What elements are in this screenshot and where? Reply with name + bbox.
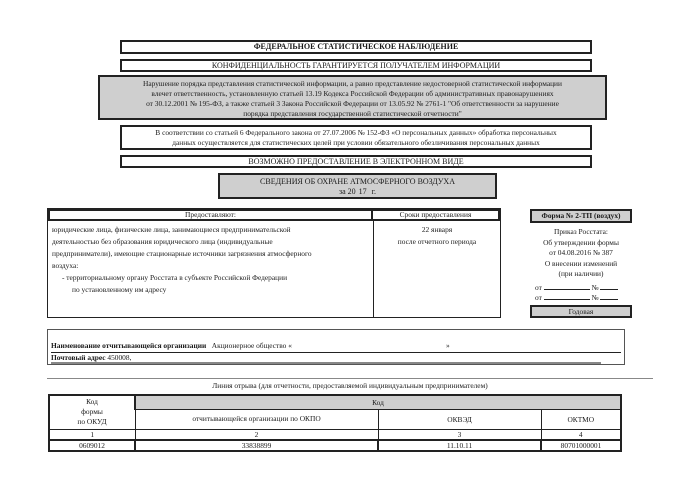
recipient-line: по установленному им адресу — [72, 285, 167, 294]
amendment-date-1[interactable] — [544, 289, 590, 290]
col-number: 2 — [135, 429, 378, 440]
tear-line-caption: Линия отрыва (для отчетности, предоставляемой индивидуальным предпринимателем) — [212, 381, 488, 390]
tear-line — [47, 378, 653, 379]
personal-data-notice — [120, 125, 592, 150]
postal-address-label: Почтовый адрес — [51, 353, 106, 362]
order-info: Приказ Росстата: Об утверждении формы от 04.08.2016 № 387 О внесении изменений (при наличии) — [543, 227, 619, 278]
col-number: 4 — [541, 429, 621, 440]
submitters-header: Предоставляют: — [48, 209, 373, 221]
amendment-number-1[interactable] — [600, 289, 618, 290]
survey-title: ФЕДЕРАЛЬНОЕ СТАТИСТИЧЕСКОЕ НАБЛЮДЕНИЕ — [120, 40, 592, 54]
okud-header: Код формы по ОКУД — [49, 395, 135, 429]
submitters-table — [47, 208, 501, 318]
personal-data-line: В соответствии со статьей 6 Федерального закона от 27.07.2006 № 152-ФЗ «О персональных данных» обработка персональных — [155, 128, 557, 137]
confidentiality-notice: КОНФИДЕНЦИАЛЬНОСТЬ ГАРАНТИРУЕТСЯ ПОЛУЧАТЕЛЕМ ИНФОРМАЦИИ — [120, 59, 592, 72]
col-number: 3 — [378, 429, 541, 440]
report-year: за 20 17 г. — [338, 187, 377, 196]
okud-value[interactable]: 0609012 — [49, 440, 135, 451]
report-title-box — [218, 173, 497, 199]
organization-block — [47, 329, 625, 365]
legal-warning-box — [98, 75, 607, 120]
amendment-number-2[interactable] — [600, 299, 618, 300]
recipient-line: - территориальному органу Росстата в субъекте Российской Федерации — [62, 273, 288, 282]
oktmo-header: ОКТМО — [541, 409, 621, 429]
warning-line: влечет ответственность, установленную статьей 13.19 Кодекса Российской Федерации об административных правонарушениях — [151, 89, 554, 98]
deadline-header: Сроки предоставления — [373, 209, 500, 221]
warning-line: Нарушение порядка представления статистической информации, а равно представление недостоверной статистической информации — [143, 79, 562, 88]
deadline-text: 22 января после отчетного периода — [397, 225, 477, 246]
postal-address-row — [51, 353, 601, 364]
year-field[interactable]: 17 — [356, 187, 370, 198]
code-group-header: Код — [135, 395, 621, 409]
organization-name-row — [51, 341, 621, 353]
personal-data-line: данных осуществляется для статистических целей при условии обязательного обезличивания персональных данных — [172, 138, 540, 147]
warning-line: от 30.12.2001 № 195-ФЗ, а также статьей 3 Закона Российской Федерации от 13.05.92 № 2761-1 "Об ответственности за нарушение — [146, 99, 559, 108]
codes-table — [48, 394, 622, 452]
amendment-fields: от № от № — [535, 283, 635, 303]
org-name-close: » — [446, 341, 450, 350]
okved-value[interactable]: 11.10.11 — [378, 440, 541, 451]
oktmo-value[interactable]: 80701000001 — [541, 440, 621, 451]
okpo-header: отчитывающейся организации по ОКПО — [135, 409, 378, 429]
submitters-description: юридические лица, физические лица, занимающиеся предпринимательской деятельностью без образования юридического лица (индивидуальные предприниматели), имеющие стационарные источники загрязнения атмосферного воздуха: - территориальному органу Росстата в субъекте Российской Федерации по установленному им адресу — [52, 224, 370, 296]
org-name-label: Наименование отчитывающейся организации — [51, 341, 207, 350]
periodicity: Годовая — [530, 305, 632, 318]
warning-line: порядка представления государственной статистической отчетности" — [243, 109, 462, 118]
report-title: СВЕДЕНИЯ ОБ ОХРАНЕ АТМОСФЕРНОГО ВОЗДУХА — [260, 177, 455, 186]
form-number: Форма № 2-ТП (воздух) — [530, 209, 632, 223]
amendment-date-2[interactable] — [544, 299, 590, 300]
okved-header: ОКВЭД — [378, 409, 541, 429]
postal-address-value[interactable]: 450008, — [107, 353, 132, 362]
col-number: 1 — [49, 429, 135, 440]
electronic-submission-notice: ВОЗМОЖНО ПРЕДОСТАВЛЕНИЕ В ЭЛЕКТРОННОМ ВИДЕ — [120, 155, 592, 168]
org-name-value[interactable]: Акционерное общество « — [211, 341, 292, 350]
okpo-value[interactable]: 33838899 — [135, 440, 378, 451]
